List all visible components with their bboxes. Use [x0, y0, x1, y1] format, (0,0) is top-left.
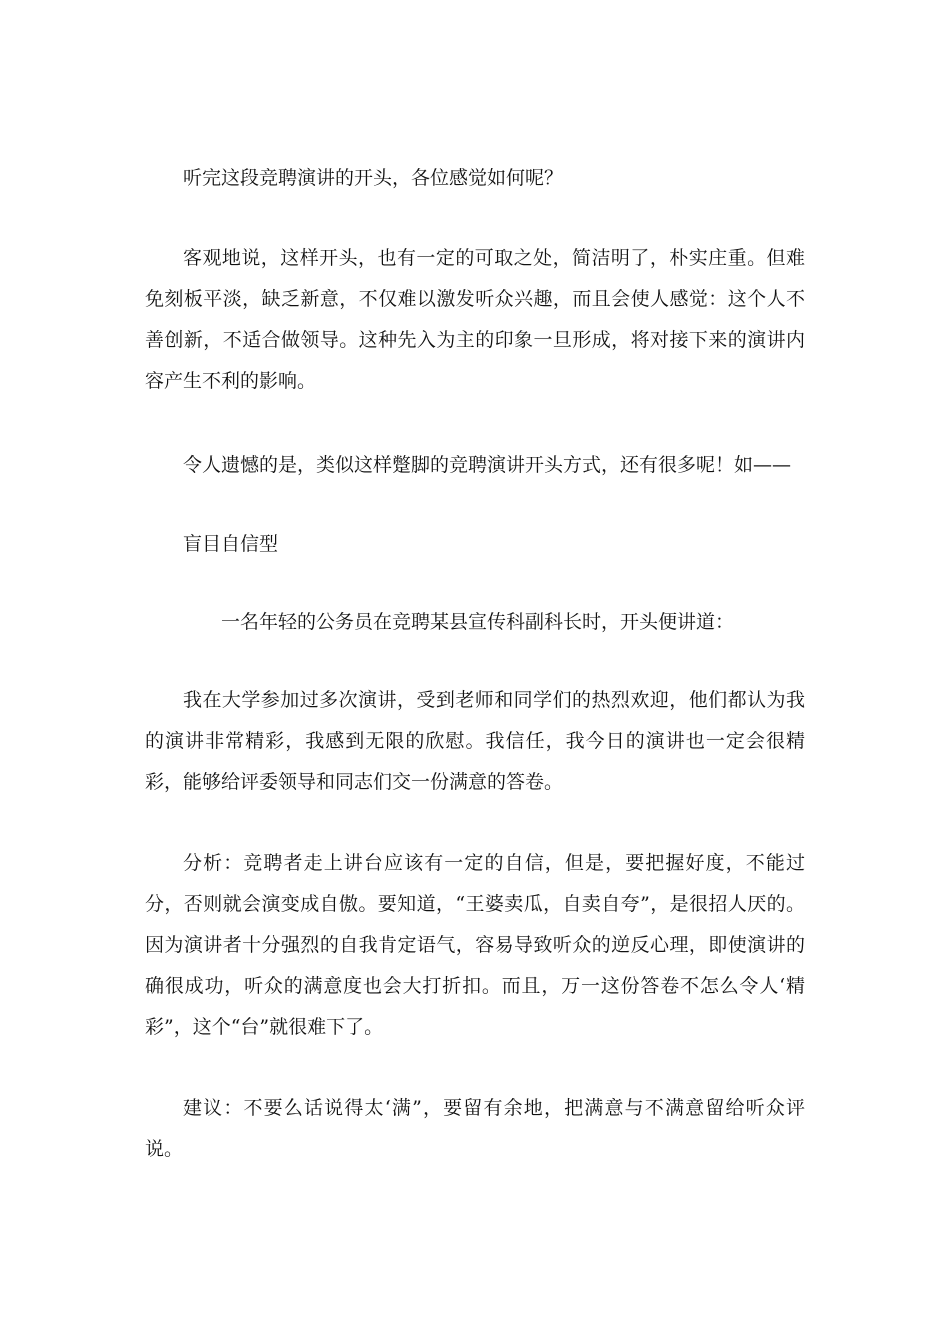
- paragraph-analysis: 分析：竞聘者走上讲台应该有一定的自信，但是，要把握好度，不能过分，否则就会演变成自傲。要知道，“王婆卖瓜，自卖自夸”，是很招人厌的。因为演讲者十分强烈的自我肯定语气，容易导致听众的逆反心理，即使演讲的确很成功，听众的满意度也会大打折扣。而且，万一这份答卷不怎么令人‘精彩”，这个“台”就很难下了。: [145, 852, 805, 1038]
- paragraph-example-quote: 我在大学参加过多次演讲，受到老师和同学们的热烈欢迎，他们都认为我的演讲非常精彩，我感到无限的欣慰。我信任，我今日的演讲也一定会很精彩，能够给评委领导和同志们交一份满意的答卷。: [145, 689, 805, 793]
- paragraph-regret: 令人遗憾的是，类似这样蹩脚的竞聘演讲开头方式，还有很多呢！如——: [183, 454, 792, 476]
- paragraph-objective-analysis: 客观地说，这样开头，也有一定的可取之处，简洁明了，朴实庄重。但难免刻板平淡，缺乏新意，不仅难以激发听众兴趣，而且会使人感觉：这个人不善创新，不适合做领导。这种先入为主的印象一旦形成，将对接下来的演讲内容产生不利的影响。: [145, 247, 805, 392]
- paragraph-suggestion: 建议：不要么话说得太‘满”，要留有余地，把满意与不满意留给听众评说。: [145, 1097, 805, 1160]
- paragraph-question: 听完这段竞聘演讲的开头，各位感觉如何呢？: [183, 167, 564, 189]
- section-heading: 盲目自信型: [183, 533, 279, 555]
- paragraph-example-intro: 一名年轻的公务员在竞聘某县宣传科副科长时，开头便讲道：: [221, 611, 735, 633]
